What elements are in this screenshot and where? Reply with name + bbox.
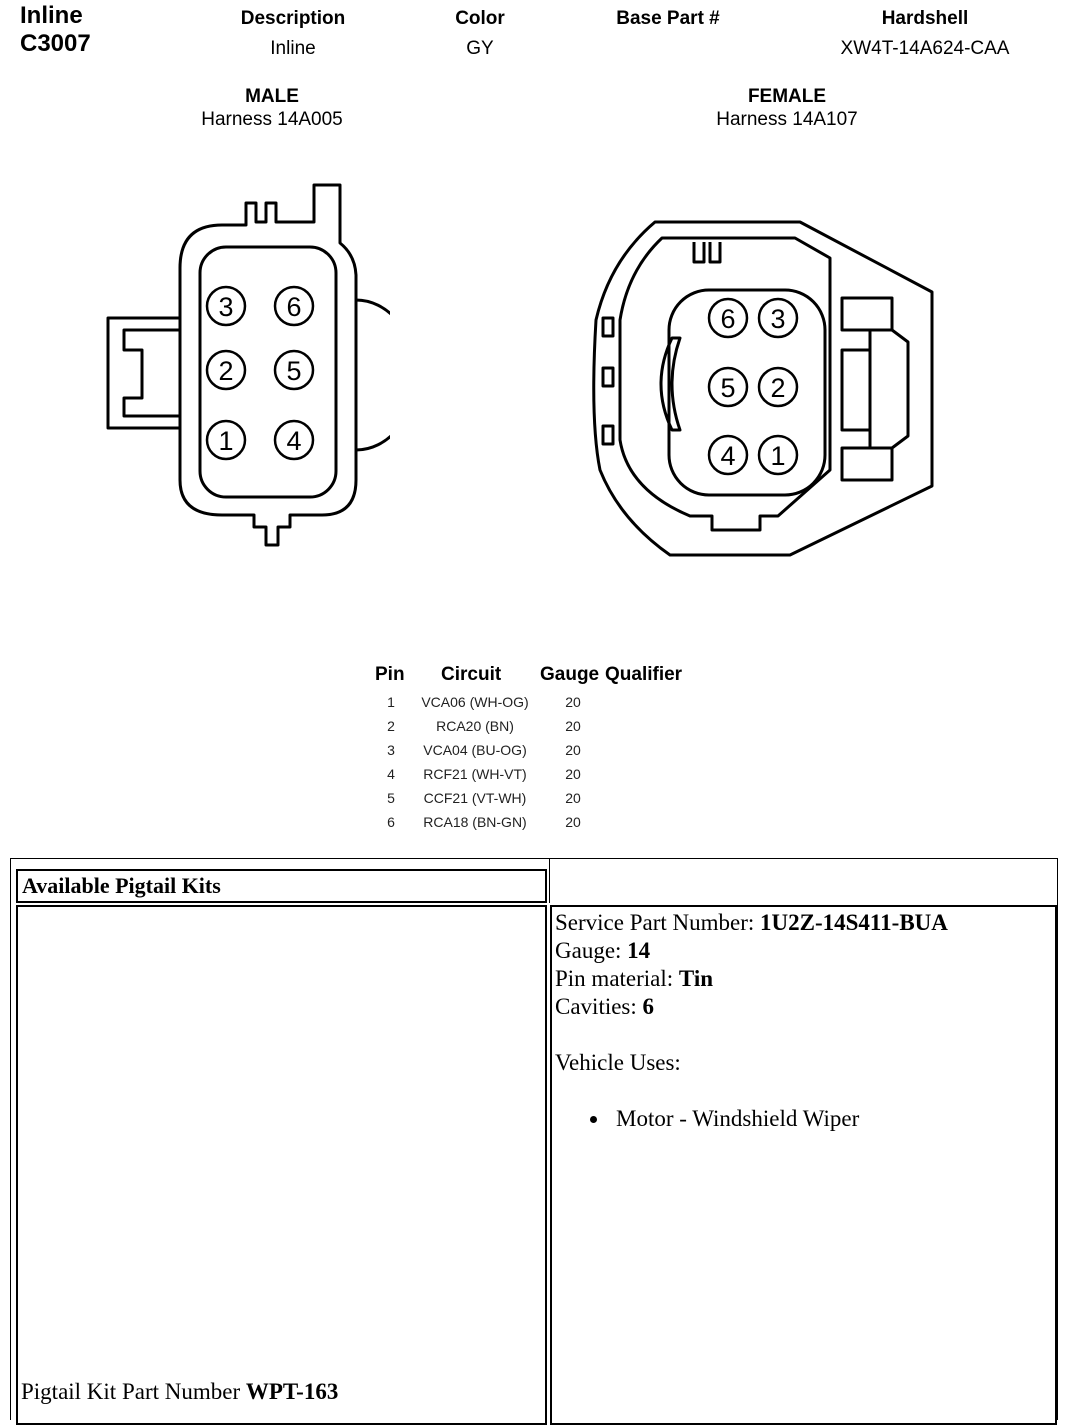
gauge-label: Gauge: xyxy=(555,938,622,963)
color-header: Color xyxy=(455,8,505,29)
circuit-header: Circuit xyxy=(441,664,502,685)
connector-title xyxy=(20,2,91,58)
service-part-label: Service Part Number: xyxy=(555,910,755,935)
male-label: MALE xyxy=(245,86,299,107)
male-connector-diagram xyxy=(100,175,390,555)
service-part-value: 1U2Z-14S411-BUA xyxy=(760,910,948,935)
male-pin-label: 1 xyxy=(218,426,234,456)
gauge-cell: 20 xyxy=(565,766,581,782)
pin-material-line xyxy=(555,965,1052,993)
pin-material-value: Tin xyxy=(678,966,714,991)
service-part-cell xyxy=(550,905,1057,1425)
male-pin-label: 4 xyxy=(286,426,302,456)
circuit-cell: VCA06 (WH-OG) xyxy=(421,694,529,710)
pin-header: Pin xyxy=(375,664,405,685)
pin-cell: 1 xyxy=(387,694,395,710)
female-pin-label: 1 xyxy=(770,441,786,471)
male-pin-label: 3 xyxy=(218,292,234,322)
vehicle-uses-list xyxy=(588,1105,1052,1133)
service-part-line xyxy=(555,909,1052,937)
gauge-cell: 20 xyxy=(565,814,581,830)
gauge-header: Gauge xyxy=(540,664,600,685)
female-pin-label: 5 xyxy=(720,373,736,403)
base-part-header: Base Part # xyxy=(616,8,720,29)
pigtail-kits-table xyxy=(10,858,1058,1420)
description-header: Description xyxy=(240,8,346,29)
female-pin-label: 3 xyxy=(770,304,786,334)
circuit-cell: RCA20 (BN) xyxy=(436,718,514,734)
pigtail-kit-value: WPT-163 xyxy=(245,1379,339,1404)
pin-material-label: Pin material: xyxy=(555,966,674,991)
circuit-cell: CCF21 (VT-WH) xyxy=(423,790,527,806)
list-item: Motor - Windshield Wiper xyxy=(588,1105,1052,1133)
female-pin-label: 2 xyxy=(770,373,786,403)
female-harness: Harness 14A107 xyxy=(716,109,858,130)
connector-type: Inline xyxy=(20,2,83,29)
male-pin-label: 5 xyxy=(286,356,302,386)
cavities-line xyxy=(555,993,1052,1021)
gauge-cell: 20 xyxy=(565,790,581,806)
pin-cell: 3 xyxy=(387,742,395,758)
table-row xyxy=(360,814,720,838)
pin-cell: 4 xyxy=(387,766,395,782)
qualifier-header: Qualifier xyxy=(605,664,683,685)
pigtail-heading-spacer xyxy=(549,859,551,903)
pin-cell: 5 xyxy=(387,790,395,806)
male-pin-label: 6 xyxy=(286,292,302,322)
hardshell-value: XW4T-14A624-CAA xyxy=(840,38,1010,59)
male-harness: Harness 14A005 xyxy=(201,109,343,130)
gauge-value: 14 xyxy=(627,938,651,963)
cavities-label: Cavities: xyxy=(555,994,637,1019)
gauge-cell: 20 xyxy=(565,718,581,734)
hardshell-header: Hardshell xyxy=(881,8,969,29)
table-row xyxy=(360,790,720,814)
female-pin-label: 6 xyxy=(720,304,736,334)
cavities-value: 6 xyxy=(642,994,655,1019)
pigtail-heading-cell xyxy=(16,869,547,903)
pigtail-kit-cell xyxy=(16,905,547,1425)
circuit-cell: VCA04 (BU-OG) xyxy=(423,742,527,758)
gauge-cell: 20 xyxy=(565,742,581,758)
circuit-cell: RCA18 (BN-GN) xyxy=(423,814,527,830)
male-pin-label: 2 xyxy=(218,356,234,386)
connector-id: C3007 xyxy=(20,30,91,57)
gauge-line xyxy=(555,937,1052,965)
pin-cell: 2 xyxy=(387,718,395,734)
pin-cell: 6 xyxy=(387,814,395,830)
pigtail-kit-number xyxy=(21,1379,338,1405)
table-row xyxy=(360,718,720,742)
table-row xyxy=(360,742,720,766)
pigtail-kit-label: Pigtail Kit Part Number xyxy=(21,1379,241,1404)
female-pin-label: 4 xyxy=(720,441,736,471)
table-row xyxy=(360,766,720,790)
circuit-cell: RCF21 (WH-VT) xyxy=(423,766,527,782)
table-row xyxy=(360,694,720,718)
color-value: GY xyxy=(466,38,494,59)
vehicle-uses-label: Vehicle Uses: xyxy=(555,1050,681,1075)
gauge-cell: 20 xyxy=(565,694,581,710)
description-value: Inline xyxy=(270,38,316,59)
female-label: FEMALE xyxy=(747,86,827,107)
pigtail-heading: Available Pigtail Kits xyxy=(22,873,221,898)
female-connector-diagram xyxy=(590,215,940,560)
